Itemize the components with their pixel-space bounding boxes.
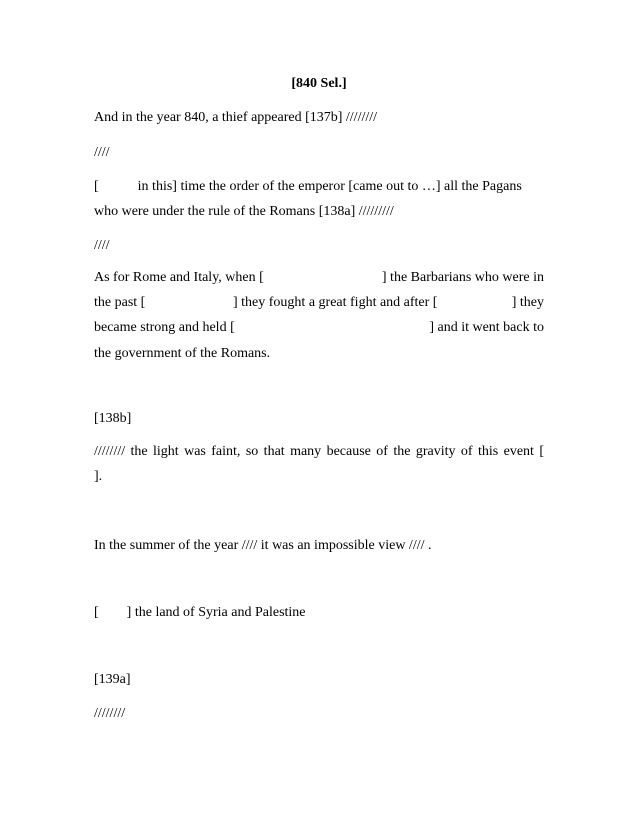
text-line-3-bracket: [ [94,179,99,194]
text-line-4: who were under the rule of the Romans [138a] ///////// [94,204,394,219]
text-line-8 [94,320,544,336]
text-line-7-part-c: ] they [511,295,544,310]
text-line-3-rest: in this] time the order of the emperor [came out to …] all the Pagans [137,179,522,194]
text-line-5: //// [94,238,110,253]
text-line-14-rest: ] the land of Syria and Palestine [126,605,306,620]
section-heading [0,76,638,92]
text-line-8-part-a: became strong and held [ [94,320,235,335]
text-line-16: //////// [94,706,126,721]
text-line-14-bracket: [ [94,605,99,620]
text-line-11: //////// the light was faint, so that many because of the gravity of this event [ [94,444,544,459]
text-line-7 [94,295,544,311]
text-line-12: ]. [94,469,103,484]
text-line-13: In the summer of the year //// it was an impossible view //// . [94,538,432,553]
text-line-9: the government of the Romans. [94,346,271,361]
text-line-2: //// [94,145,110,160]
text-line-6-part-a: As for Rome and Italy, when [ [94,270,264,285]
text-line-3 [94,179,522,195]
text-line-6 [94,270,544,286]
section-heading-text: [840 Sel.] [291,76,347,91]
text-line-7-part-b: ] they fought a great fight and after [ [233,295,438,310]
text-line-8-part-b: ] and it went back to [429,320,544,335]
text-line-15: [139a] [94,672,131,687]
text-line-10: [138b] [94,411,132,426]
text-line-6-part-b: ] the Barbarians who were in [381,270,544,285]
text-line-7-part-a: the past [ [94,295,146,310]
text-line-1: And in the year 840, a thief appeared [137b] //////// [94,110,378,125]
text-line-14 [94,605,306,621]
